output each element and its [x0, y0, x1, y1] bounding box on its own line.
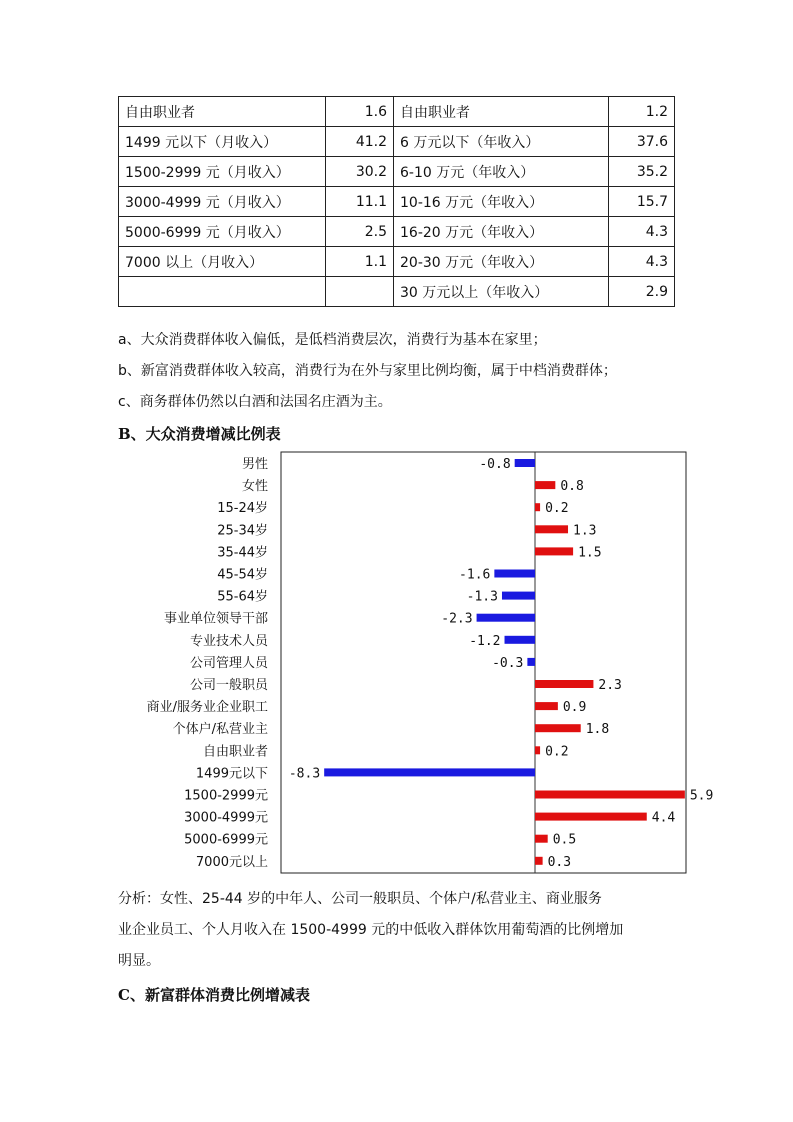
table-value-cell: 1.2 [609, 97, 675, 127]
category-label: 公司管理人员 [189, 655, 268, 671]
bar [535, 835, 548, 843]
table-value-cell: 30.2 [326, 157, 394, 187]
table-label-cell: 30 万元以上（年收入） [394, 277, 609, 307]
bar [535, 702, 558, 710]
bar [535, 813, 647, 821]
bar [535, 525, 568, 533]
table-label-cell: 自由职业者 [119, 97, 326, 127]
table-value-cell: 4.3 [609, 217, 675, 247]
data-label: 1.8 [585, 722, 610, 738]
table-value-cell: 1.1 [326, 247, 394, 277]
data-label: -1.3 [466, 589, 498, 605]
category-label: 自由职业者 [202, 744, 268, 760]
table-label-cell: 3000-4999 元（月收入） [119, 187, 326, 217]
bar [527, 658, 535, 666]
bar [535, 680, 593, 688]
table-label-cell: 5000-6999 元（月收入） [119, 217, 326, 247]
data-label: -8.3 [288, 766, 321, 782]
note-c: c、商务群体仍然以白酒和法国名庄酒为主。 [118, 394, 392, 410]
bar [535, 857, 543, 865]
category-label: 35-44岁 [217, 545, 268, 561]
plot-frame [281, 452, 686, 873]
category-label: 1500-2999元 [184, 788, 268, 804]
table-value-cell: 4.3 [609, 247, 675, 277]
table-label-cell: 20-30 万元（年收入） [394, 247, 609, 277]
bar [494, 570, 535, 578]
data-label: 0.3 [547, 854, 572, 870]
analysis-line-2: 业企业员工、个人月收入在 1500-4999 元的中低收入群体饮用葡萄酒的比例增加 [118, 922, 624, 938]
table-label-cell: 自由职业者 [394, 97, 609, 127]
table-label-cell: 1499 元以下（月收入） [119, 127, 326, 157]
table-label-cell: 16-20 万元（年收入） [394, 217, 609, 247]
bar [535, 724, 581, 732]
data-label: 0.5 [552, 832, 577, 848]
data-label: -0.8 [479, 457, 511, 472]
category-label: 45-54岁 [217, 567, 268, 583]
table-label-cell: 10-16 万元（年收入） [394, 187, 609, 217]
data-label: 1.3 [573, 523, 597, 539]
note-a: a、大众消费群体收入偏低，是低档消费层次，消费行为基本在家里； [118, 332, 547, 348]
section-b-title: B、大众消费增减比例表 [118, 425, 281, 443]
data-label: 5.9 [689, 788, 714, 804]
category-label: 商业/服务业企业职工 [146, 700, 268, 716]
data-label: 0.9 [562, 700, 587, 716]
analysis-line-3: 明显。 [118, 953, 160, 969]
bar [535, 547, 573, 555]
bar [505, 636, 535, 644]
category-label: 个体户/私营业主 [172, 722, 268, 738]
category-label: 女性 [241, 479, 268, 495]
data-label: 2.3 [598, 678, 622, 693]
table-label-cell: 1500-2999 元（月收入） [119, 157, 326, 187]
table-label-cell: 6 万元以下（年收入） [394, 127, 609, 157]
data-label: 0.2 [545, 744, 569, 760]
data-label: -2.3 [441, 611, 473, 627]
category-label: 15-24岁 [217, 501, 268, 517]
table-value-cell: 2.5 [326, 217, 394, 247]
category-label: 3000-4999元 [184, 810, 268, 826]
table-value-cell: 35.2 [609, 157, 675, 187]
bar [535, 791, 685, 799]
bar [535, 503, 540, 511]
table-value-cell: 1.6 [326, 97, 394, 127]
category-label: 55-64岁 [217, 589, 268, 605]
table-value-cell: 41.2 [326, 127, 394, 157]
bar [477, 614, 535, 622]
data-label: 0.8 [560, 479, 584, 495]
category-label: 公司一般职员 [189, 678, 268, 693]
bar [535, 746, 540, 754]
category-label: 7000元以上 [195, 854, 268, 870]
category-label: 25-34岁 [217, 523, 268, 539]
analysis-line-1: 分析：女性、25-44 岁的中年人、公司一般职员、个体户/私营业主、商业服务 [118, 891, 602, 907]
data-label: 1.5 [578, 545, 602, 561]
data-label: 4.4 [651, 810, 676, 826]
table-value-cell: 2.9 [609, 277, 675, 307]
category-label: 专业技术人员 [189, 633, 268, 649]
bar [502, 592, 535, 600]
section-c-title: C、新富群体消费比例增减表 [118, 986, 310, 1004]
bar [535, 481, 555, 489]
table-value-cell: 11.1 [326, 187, 394, 217]
data-label: -1.6 [459, 567, 491, 583]
table-label-cell: 7000 以上（月收入） [119, 247, 326, 277]
bar [324, 768, 535, 776]
data-label: -1.2 [469, 633, 501, 649]
category-label: 1499元以下 [195, 766, 268, 782]
category-label: 事业单位领导干部 [163, 611, 268, 627]
table-value-cell: 15.7 [609, 187, 675, 217]
note-b: b、新富消费群体收入较高，消费行为在外与家里比例均衡，属于中档消费群体； [118, 363, 617, 379]
category-label: 5000-6999元 [184, 832, 268, 848]
category-label: 男性 [241, 457, 268, 472]
table-value-cell: 37.6 [609, 127, 675, 157]
table-label-cell: 6-10 万元（年收入） [394, 157, 609, 187]
bar [515, 459, 535, 467]
data-label: -0.3 [492, 655, 524, 671]
data-label: 0.2 [545, 501, 569, 517]
